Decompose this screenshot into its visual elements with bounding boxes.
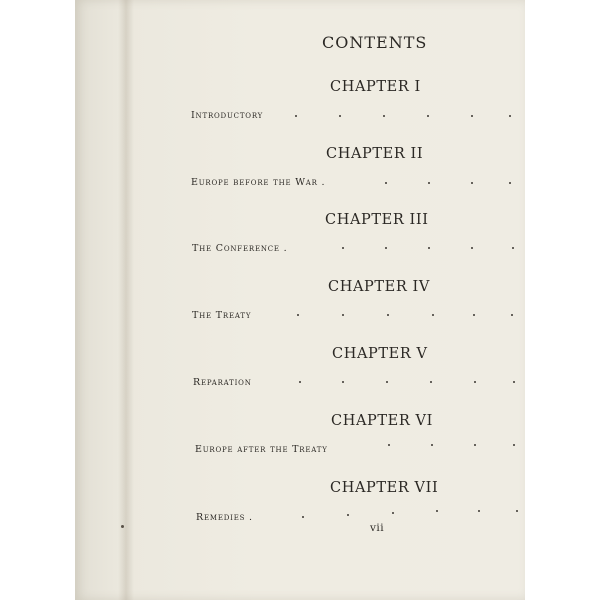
- chapter-heading: CHAPTER V: [332, 346, 428, 362]
- chapter-heading: CHAPTER VI: [331, 413, 433, 429]
- contents-heading: CONTENTS: [322, 33, 428, 52]
- chapter-heading: CHAPTER I: [330, 79, 421, 95]
- chapter-title: The Treaty: [192, 310, 252, 321]
- chapter-heading: CHAPTER II: [326, 146, 424, 162]
- chapter-title: Introductory: [191, 110, 264, 121]
- dot-leader: [299, 381, 519, 385]
- dot-leader: [295, 115, 515, 119]
- chapter-heading: CHAPTER III: [325, 212, 429, 228]
- chapter-title: Europe after the Treaty: [195, 444, 328, 455]
- dot-leader: [342, 247, 517, 251]
- page-number: vii: [370, 522, 385, 534]
- paper-speck: [121, 525, 124, 528]
- chapter-heading: CHAPTER VII: [330, 480, 439, 496]
- dot-leader: [297, 314, 517, 318]
- page-gutter-shadow: [118, 0, 134, 600]
- chapter-title: Remedies .: [196, 512, 253, 523]
- chapter-title: Europe before the War .: [191, 177, 326, 188]
- dot-leader: [385, 182, 515, 186]
- dot-leader: [302, 510, 522, 514]
- chapter-title: Reparation: [193, 377, 252, 388]
- chapter-title: The Conference .: [192, 243, 288, 254]
- dot-leader: [388, 444, 518, 448]
- chapter-heading: CHAPTER IV: [328, 279, 430, 295]
